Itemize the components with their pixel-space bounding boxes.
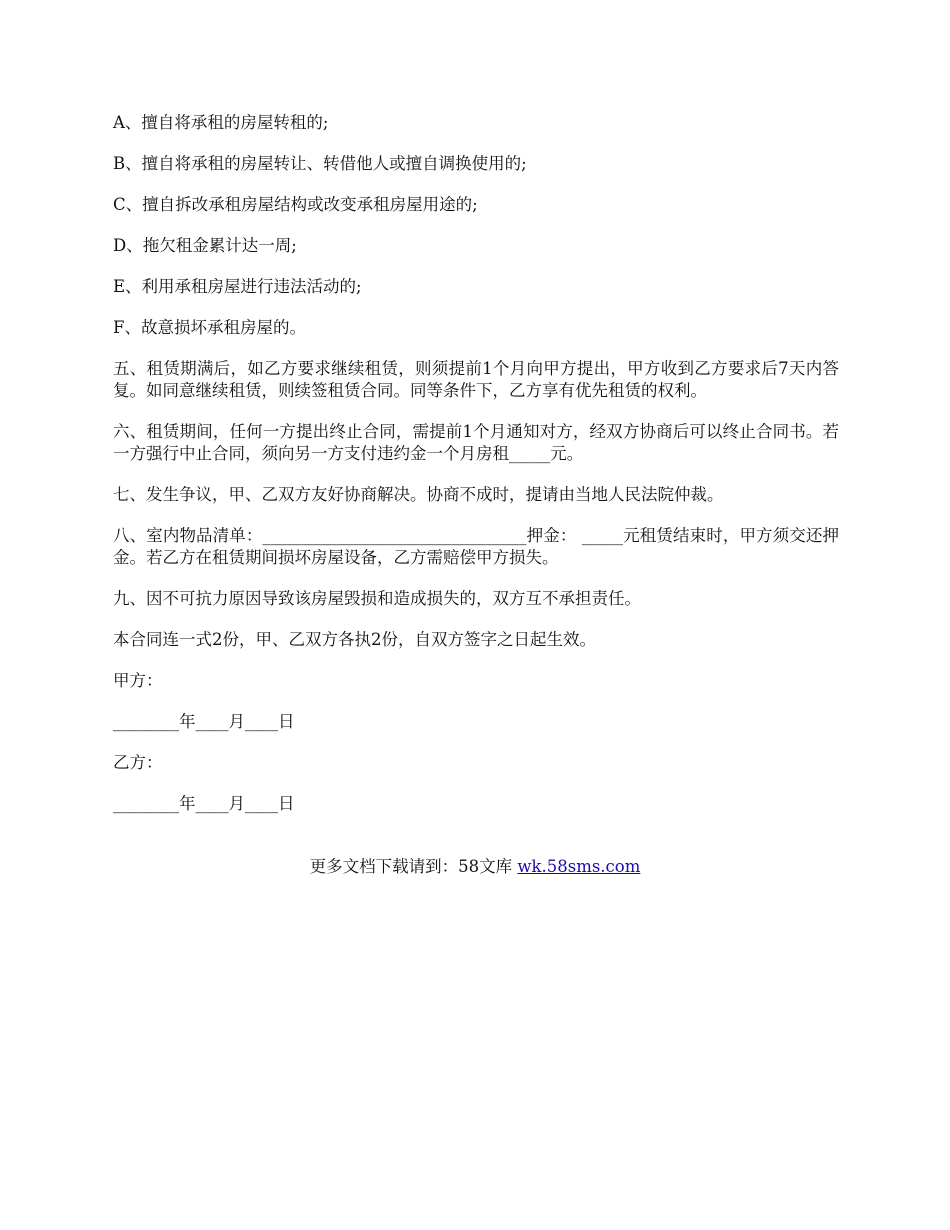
party-b-date: ________年____月____日: [113, 794, 295, 813]
section-seven: 七、发生争议，甲、乙双方友好协商解决。协商不成时，提请由当地人民法院仲裁。: [113, 485, 724, 504]
clause-c: C、擅自拆改承租房屋结构或改变承租房屋用途的;: [113, 195, 478, 214]
footer-text: 更多文档下载请到：58文库: [309, 857, 518, 876]
footer: [0, 856, 950, 878]
clause-f: F、故意损坏承租房屋的。: [113, 318, 306, 337]
clause-e: E、利用承租房屋进行违法活动的;: [113, 277, 362, 296]
clause-b: B、擅自将承租的房屋转让、转借他人或擅自调换使用的;: [113, 154, 527, 173]
section-nine: 九、因不可抗力原因导致该房屋毁损和造成损失的，双方互不承担责任。: [113, 589, 641, 608]
party-b-label: 乙方：: [113, 753, 163, 772]
section-eight: 八、室内物品清单：________________________________押金： _____元租赁结束时，甲方须交还押金。若乙方在租赁期间损坏房屋设备，乙方需赔偿甲方损失。: [113, 526, 839, 567]
document-body: [113, 112, 839, 834]
footer-link[interactable]: wk.58sms.com: [517, 857, 641, 876]
section-six: 六、租赁期间，任何一方提出终止合同，需提前1个月通知对方，经双方协商后可以终止合同书。若一方强行中止合同，须向另一方支付违约金一个月房租_____元。: [113, 422, 839, 463]
section-five: 五、租赁期满后，如乙方要求继续租赁，则须提前1个月向甲方提出，甲方收到乙方要求后7天内答复。如同意继续租赁，则续签租赁合同。同等条件下，乙方享有优先租赁的权利。: [113, 359, 839, 400]
clause-a: A、擅自将承租的房屋转租的;: [113, 113, 329, 132]
party-a-label: 甲方：: [113, 671, 163, 690]
clause-d: D、拖欠租金累计达一周;: [113, 236, 297, 255]
party-a-date: ________年____月____日: [113, 712, 295, 731]
copies-clause: 本合同连一式2份，甲、乙双方各执2份，自双方签字之日起生效。: [113, 630, 596, 649]
